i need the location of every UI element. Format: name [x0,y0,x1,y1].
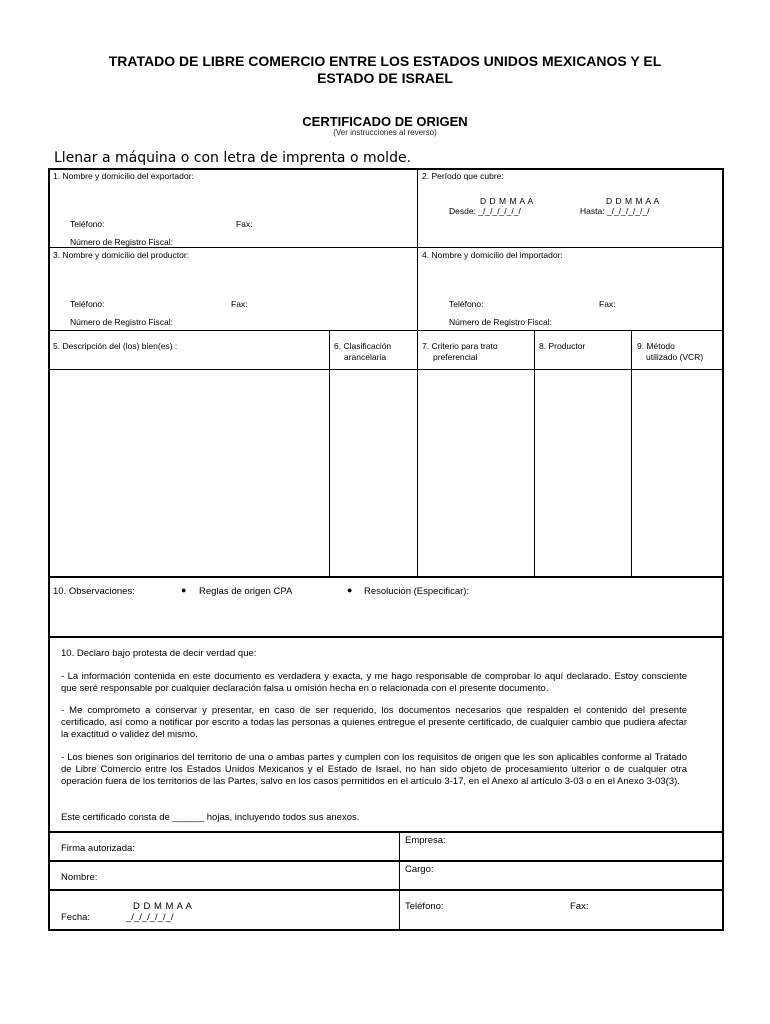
page-count-statement: Este certificado consta de ______ hojas, incluyendo todos sus anexos. [61,812,360,823]
period-to-field[interactable]: Hasta: _/_/_/_/_/_/ [580,206,650,216]
producer-fax-label: Fax: [231,299,248,309]
producer-registry-label: Número de Registro Fiscal: [70,317,173,327]
authorized-signature-label: Firma autorizada: [61,843,135,854]
col-classification-header-2: arancelaria [344,352,387,362]
declaration-paragraph-2: - Me comprometo a conservar y presentar, en caso de ser requerido, los documentos necesarios que respalden el contenido del presente certificado, así como a notificar por escrito a todas las personas a quienes entregue el presente certificado, de cualquier cambio que pudiera afectar la exactitud o validez del mismo. [61,705,687,740]
resolution-option[interactable]: Resolución (Especificar): [364,586,470,597]
importer-phone-label: Teléfono: [449,299,484,309]
producer-label: 3. Nombre y domicilio del productor: [53,250,190,260]
rules-cpa-option[interactable]: Reglas de origen CPA [199,586,293,597]
signer-phone-label: Teléfono: [405,901,444,912]
declaration-paragraph-3: - Los bienes son originarios del territorio de una o ambas partes y cumplen con los requisitos de origen que les son aplicables conforme al Tratado de Libre Comercio entre los Estados Unidos Mexicanos y el Estado de Israel, no han sido objeto de procesamiento ulterior o de cualquier otra operación fuera de los territorios de las Partes, salvo en los casos permitidos en el artículo 3-17, en el Anexo al artículo 3-03 o en el Anexo 3-03(3). [61,752,687,787]
importer-label: 4. Nombre y domicilio del importador: [422,250,563,260]
date-label: Fecha: [61,912,91,923]
col-method-header-1: 9. Método [637,341,675,351]
company-label: Empresa: [405,835,446,846]
exporter-phone-label: Teléfono: [70,219,105,229]
date-format: D D M M A A [133,901,193,912]
certificate-subtitle: (Ver instrucciones al reverso) [333,128,437,137]
col-criteria-header-1: 7. Criterio para trato [422,341,498,351]
name-label: Nombre: [61,872,98,883]
bullet-icon: ● [347,585,353,595]
col-classification-header-1: 6. Clasificación [334,341,392,351]
importer-registry-label: Número de Registro Fiscal: [449,317,552,327]
period-from-format: D D M M A A [480,196,534,206]
exporter-registry-label: Número de Registro Fiscal: [70,237,173,247]
signer-fax-label: Fax: [570,901,589,912]
importer-fax-label: Fax: [599,299,616,309]
date-field[interactable]: _/_/_/_/_/_/ [126,912,174,923]
period-from-field[interactable]: Desde: _/_/_/_/_/_/ [449,206,521,216]
document-title-line2: ESTADO DE ISRAEL [317,70,453,86]
producer-phone-label: Teléfono: [70,299,105,309]
fill-instructions: Llenar a máquina o con letra de imprenta o molde. [54,150,412,166]
document-title-line1: TRATADO DE LIBRE COMERCIO ENTRE LOS ESTADOS UNIDOS MEXICANOS Y EL [108,53,662,69]
position-label: Cargo: [405,864,434,875]
exporter-label: 1. Nombre y domicilio del exportador: [53,171,194,181]
period-label: 2. Período que cubre: [422,171,504,181]
period-to-format: D D M M A A [606,196,660,206]
exporter-fax-label: Fax: [236,219,253,229]
col-producer-header: 8. Productor [539,341,586,351]
declaration-heading: 10. Declaro bajo protesta de decir verdad que: [61,648,257,659]
col-description-header: 5. Descripción del (los) bien(es) : [53,341,178,351]
declaration-paragraph-1: - La información contenida en este documento es verdadera y exacta, y me hago responsable de comprobar lo aquí declarado. Estoy consciente que seré responsable por cualquier declaración falsa u omisión hecha en o relacionada con el presente documento. [61,671,687,694]
col-criteria-header-2: preferencial [433,352,478,362]
col-method-header-2: utilizado (VCR) [646,352,704,362]
bullet-icon: ● [181,585,187,595]
observations-label: 10. Observaciones: [53,586,135,597]
certificate-title: CERTIFICADO DE ORIGEN [302,114,468,129]
